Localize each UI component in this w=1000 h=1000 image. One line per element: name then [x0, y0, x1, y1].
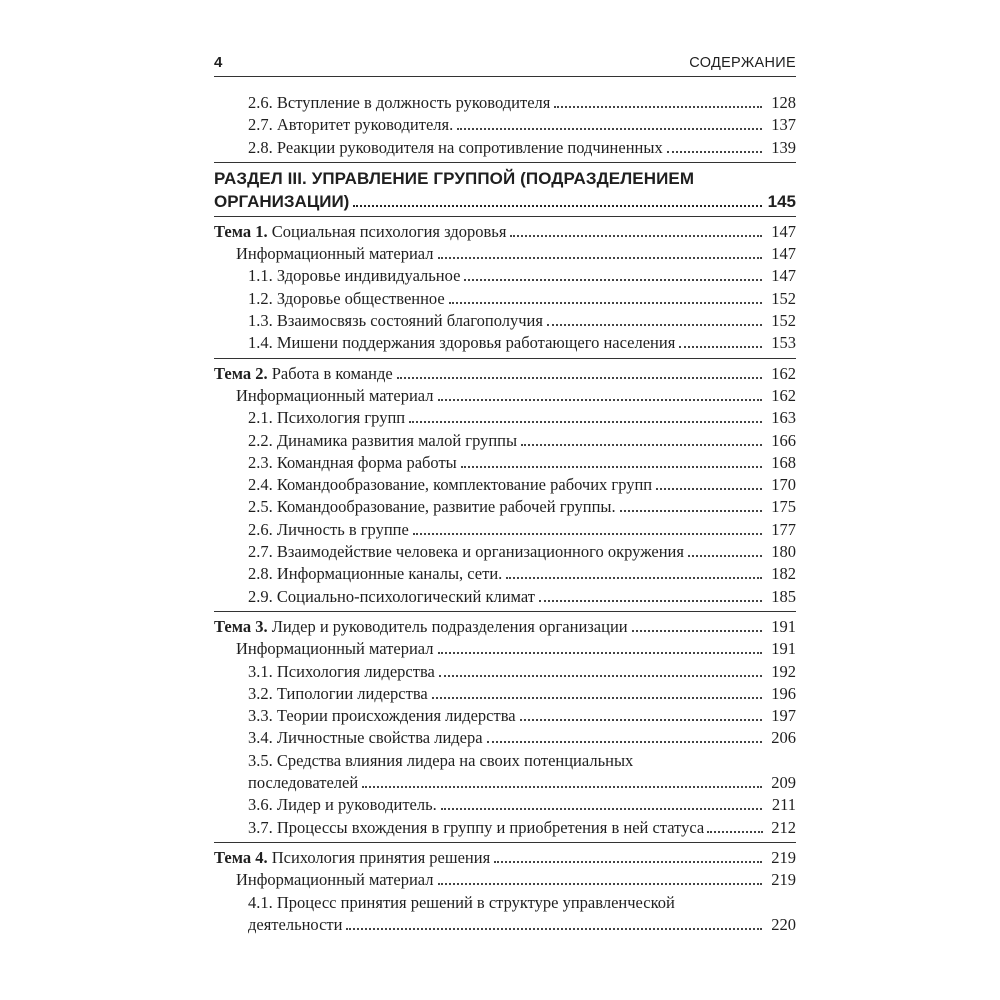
toc-entry[interactable]: 3.1. Психология лидерства 192	[248, 661, 796, 681]
toc-entry[interactable]: 2.1. Психология групп 163	[248, 408, 796, 428]
section-title-line1: РАЗДЕЛ III. УПРАВЛЕНИЕ ГРУППОЙ (ПОДРАЗДЕЛЕНИЕМ	[214, 168, 695, 188]
toc-entry[interactable]: 1.4. Мишени поддержания здоровья работающего населения 153	[248, 333, 796, 353]
toc-entry[interactable]: 2.3. Командная форма работы 168	[248, 452, 796, 472]
toc-entry[interactable]: Информационный материал 219	[236, 870, 796, 890]
toc-entry[interactable]: 2.5. Командообразование, развитие рабочей группы. 175	[248, 497, 796, 517]
toc-group-previous	[214, 92, 796, 163]
toc-entry[interactable]: 2.4. Командообразование, комплектование рабочих групп 170	[248, 475, 796, 495]
toc-entry[interactable]: 2.6. Личность в группе 177	[248, 519, 796, 539]
toc-topic-4	[214, 847, 796, 939]
page-header	[214, 52, 796, 77]
section-page: 145	[767, 191, 796, 211]
toc-entry[interactable]: Информационный материал 191	[236, 639, 796, 659]
toc-entry[interactable]: 3.2. Типологии лидерства 196	[248, 683, 796, 703]
topic-heading[interactable]: Тема 2. Работа в команде 162	[214, 363, 796, 383]
toc-topic-3	[214, 616, 796, 843]
topic-heading[interactable]: Тема 3. Лидер и руководитель подразделения организации 191	[214, 616, 796, 636]
toc-entry[interactable]: 3.4. Личностные свойства лидера 206	[248, 728, 796, 748]
topic-heading[interactable]: Тема 4. Психология принятия решения 219	[214, 847, 796, 867]
toc-entry[interactable]: 2.6. Вступление в должность руководителя 128	[248, 93, 796, 112]
toc-entry[interactable]: 2.8. Информационные каналы, сети. 182	[248, 564, 796, 584]
table-of-contents	[214, 92, 796, 943]
toc-entry[interactable]: 2.7. Взаимодействие человека и организационного окружения 180	[248, 542, 796, 562]
running-title: СОДЕРЖАНИЕ	[689, 55, 796, 71]
toc-entry[interactable]: 3.3. Теории происхождения лидерства 197	[248, 706, 796, 726]
toc-section-heading[interactable]	[214, 167, 796, 217]
toc-entry[interactable]: 2.9. Социально-психологический климат 185	[248, 586, 796, 606]
section-title-line2: ОРГАНИЗАЦИИ)	[214, 191, 350, 211]
toc-entry[interactable]: 1.3. Взаимосвязь состояний благополучия 152	[248, 311, 796, 331]
toc-entry[interactable]: Информационный материал 162	[236, 385, 796, 405]
toc-entry[interactable]: Информационный материал 147	[236, 244, 796, 264]
topic-heading[interactable]: Тема 1. Социальная психология здоровья 147	[214, 221, 796, 241]
toc-entry-multiline[interactable]: 4.1. Процесс принятия решений в структуре управленческой деятельности 220	[248, 892, 796, 934]
toc-entry[interactable]: 2.8. Реакции руководителя на сопротивление подчиненных 139	[248, 137, 796, 157]
toc-topic-1	[214, 221, 796, 359]
toc-entry[interactable]: 3.7. Процессы вхождения в группу и приобретения в ней статуса 212	[248, 817, 796, 837]
toc-entry[interactable]: 1.2. Здоровье общественное 152	[248, 288, 796, 308]
toc-entry[interactable]: 2.2. Динамика развития малой группы 166	[248, 430, 796, 450]
toc-entry[interactable]: 2.7. Авторитет руководителя. 137	[248, 115, 796, 135]
toc-entry-multiline[interactable]: 3.5. Средства влияния лидера на своих потенциальных последователей 209	[248, 750, 796, 793]
page-number: 4	[214, 54, 223, 71]
toc-entry[interactable]: 1.1. Здоровье индивидуальное 147	[248, 266, 796, 286]
toc-topic-2	[214, 363, 796, 612]
toc-entry[interactable]: 3.6. Лидер и руководитель. 211	[248, 795, 796, 815]
